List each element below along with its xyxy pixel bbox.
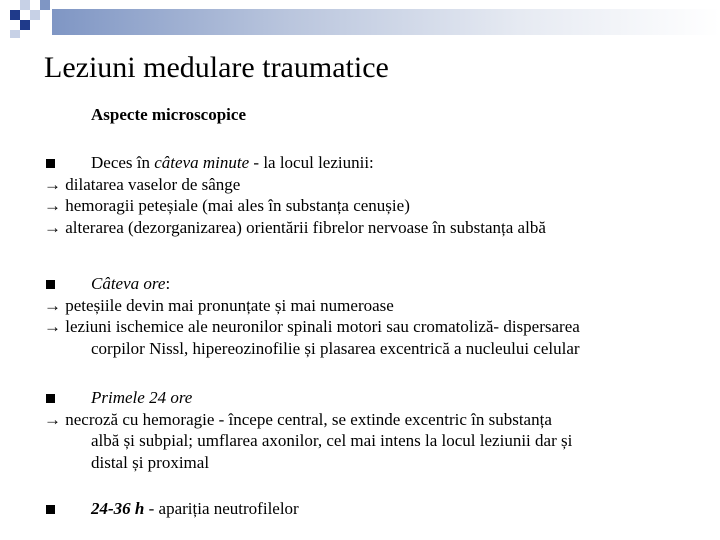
section-24-hours (0, 387, 720, 473)
square-bullet-icon (46, 280, 55, 289)
slide-subtitle: Aspecte microscopice (91, 105, 246, 124)
section-heading-emphasis: Primele 24 ore (91, 388, 193, 407)
deco-square (20, 20, 30, 30)
arrow-line: → peteșiile devin mai pronunțate și mai numeroase (44, 295, 394, 315)
section-heading-post: - apariția neutrofilelor (144, 499, 299, 518)
section-24-36-hours (0, 498, 720, 520)
section-minutes (0, 152, 720, 238)
arrow-line: → hemoragii peteșiale (mai ales în substanța cenușie) (44, 196, 410, 215)
section-hours (0, 273, 720, 359)
section-heading-post: : (165, 274, 171, 293)
arrow-line: → dilatarea vaselor de sânge (44, 174, 241, 194)
bullet-line (0, 387, 720, 409)
arrow-line: → alterarea (dezorganizarea) orientării fibrelor nervoase în substanța albă (44, 217, 546, 237)
bullet-text (0, 274, 170, 293)
header-decoration (0, 0, 720, 40)
slide-title: Leziuni medulare traumatice (44, 51, 389, 84)
deco-square (40, 0, 50, 10)
square-bullet-icon (46, 505, 55, 514)
section-heading-emphasis: câteva minute (154, 153, 250, 172)
bullet-line (0, 152, 720, 174)
continuation-line: albă și subpial; umflarea axonilor, cel mai intens la locul leziunii dar și (91, 431, 573, 450)
square-bullet-icon (46, 394, 55, 403)
section-heading-emphasis: 24-36 h (91, 499, 145, 518)
arrow-line: → necroză cu hemoragie - începe central, se extinde excentric în substanța (44, 409, 552, 429)
bullet-line (0, 498, 720, 520)
deco-square (10, 10, 20, 20)
section-heading-post: - la locul leziunii: (249, 153, 374, 172)
square-bullet-icon (46, 159, 55, 168)
section-heading-pre: Deces în (91, 153, 155, 172)
bullet-text (0, 153, 374, 172)
continuation-line: distal și proximal (91, 452, 210, 472)
deco-square (10, 30, 20, 38)
header-gradient-bar (52, 9, 720, 35)
bullet-text (0, 499, 299, 518)
continuation-line: corpilor Nissl, hipereozinofilie și plasarea excentrică a nucleului celular (91, 338, 580, 358)
section-heading-emphasis: Câteva ore (91, 274, 166, 293)
deco-square (30, 10, 40, 20)
bullet-line (0, 273, 720, 295)
arrow-line: → leziuni ischemice ale neuronilor spinali motori sau cromatoliză- dispersarea (44, 317, 580, 336)
deco-square (20, 0, 30, 10)
